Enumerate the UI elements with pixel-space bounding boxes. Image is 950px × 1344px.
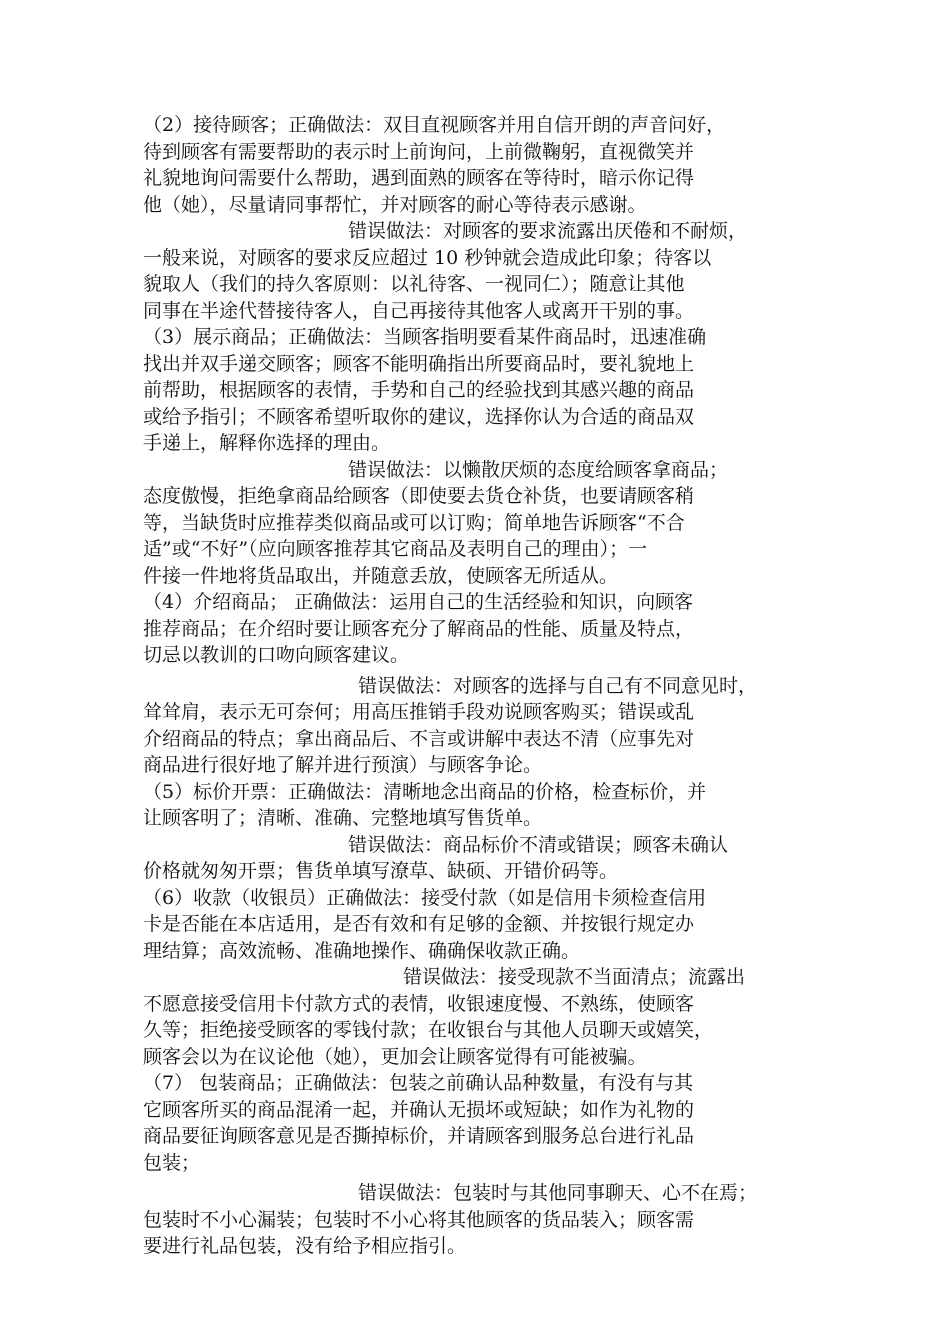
text-line: 让顾客明了；清晰、准确、完整地填写售货单。 [143, 807, 543, 829]
text-line: 介绍商品的特点；拿出商品后、不言或讲解中表达不清（应事先对 [143, 727, 695, 750]
text-line: 包装时不小心漏装；包装时不小心将其他顾客的货品装入；顾客需 [143, 1208, 695, 1231]
text-line: 价格就匆匆开票；售货单填写潦草、缺硕、开错价码等。 [143, 860, 619, 882]
text-line: 商品进行很好地了解并进行预演）与顾客争论。 [143, 754, 543, 776]
text-line: 适”或“不好”（应向顾客推荐其它商品及表明自己的理由）；一 [143, 538, 648, 560]
text-line: 礼貌地询问需要什么帮助，遇到面熟的顾客在等待时，暗示你记得 [143, 167, 695, 189]
text-line: 态度傲慢，拒绝拿商品给顾客（即使要去货仓补货，也要请顾客稍 [143, 485, 695, 507]
text-line: 他（她），尽量请同事帮忙，并对顾客的耐心等待表示感谢。 [143, 193, 647, 216]
text-line: 错误做法：商品标价不清或错误；顾客未确认 [348, 833, 729, 856]
text-line: 待到顾客有需要帮助的表示时上前询问，上前微鞠躬，直视微笑并 [143, 140, 695, 163]
text-line: 或给予指引；不顾客希望听取你的建议，选择你认为合适的商品双 [143, 405, 695, 428]
document-body [143, 112, 818, 1260]
text-line: 错误做法：对顾客的要求流露出厌倦和不耐烦， [348, 220, 748, 242]
text-line: 貌取人（我们的持久客原则：以礼待客、一视同仁）；随意让其他 [143, 273, 685, 295]
text-line: 错误做法：对顾客的选择与自己有不同意见时， [358, 674, 758, 697]
text-line: 推荐商品；在介绍时要让顾客充分了解商品的性能、质量及特点， [143, 617, 695, 640]
text-line: 顾客会以为在议论他（她），更加会让顾客觉得有可能被骗。 [143, 1045, 647, 1068]
text-line: 件接一件地将货品取出，并随意丢放，使顾客无所适从。 [143, 564, 619, 587]
text-line: 手递上，解释你选择的理由。 [143, 432, 391, 454]
text-line: 同事在半途代替接待客人，自己再接待其他客人或离开干别的事。 [143, 299, 695, 322]
text-line: （7） 包装商品；正确做法：包装之前确认品种数量，有没有与其 [143, 1072, 694, 1094]
text-line: 商品要征询顾客意见是否撕掉标价，并请顾客到服务总台进行礼品 [143, 1125, 695, 1147]
text-line: （4）介绍商品； 正确做法：运用自己的生活经验和知识，向顾客 [143, 591, 694, 613]
text-line: 包装； [143, 1151, 201, 1174]
text-line: 耸耸肩，表示无可奈何；用高压推销手段劝说顾客购买；错误或乱 [143, 701, 695, 723]
text-line: 要进行礼品包装，没有给予相应指引。 [143, 1235, 467, 1257]
text-line: 错误做法：包装时与其他同事聊天、心不在焉； [358, 1182, 758, 1204]
text-line: （6）收款（收银员）正确做法：接受付款（如是信用卡须检查信用 [143, 886, 707, 909]
text-line: 理结算；高效流畅、准确地操作、确确保收款正确。 [143, 939, 581, 962]
text-line: 前帮助，根据顾客的表情，手势和自己的经验找到其感兴趣的商品 [143, 379, 695, 401]
text-line: （2）接待顾客；正确做法：双目直视顾客并用自信开朗的声音问好， [143, 114, 726, 136]
text-line: 不愿意接受信用卡付款方式的表情，收银速度慢、不熟练，使顾客 [143, 992, 695, 1015]
text-line: 错误做法：接受现款不当面清点；流露出 [403, 966, 746, 988]
text-line: 错误做法：以懒散厌烦的态度给顾客拿商品； [348, 458, 729, 481]
text-line: 切忌以教训的口吻向顾客建议。 [143, 644, 410, 666]
text-line: 等，当缺货时应推荐类似商品或可以订购；简单地告诉顾客“不合 [143, 511, 685, 534]
text-line: 久等；拒绝接受顾客的零钱付款；在收银台与其他人员聊天或嬉笑， [143, 1019, 714, 1041]
text-line: 它顾客所买的商品混淆一起，并确认无损坏或短缺；如作为礼物的 [143, 1098, 695, 1121]
text-line: （5）标价开票：正确做法：清晰地念出商品的价格，检查标价，并 [143, 780, 707, 803]
text-line: 一般来说，对顾客的要求反应超过 10 秒钟就会造成此印象；待客以 [143, 246, 712, 269]
text-line: （3）展示商品；正确做法：当顾客指明要看某件商品时，迅速准确 [143, 326, 707, 348]
text-line: 卡是否能在本店适用，是否有效和有足够的金额、并按银行规定办 [143, 913, 695, 935]
text-line: 找出并双手递交顾客；顾客不能明确指出所要商品时，要礼貌地上 [143, 352, 695, 375]
